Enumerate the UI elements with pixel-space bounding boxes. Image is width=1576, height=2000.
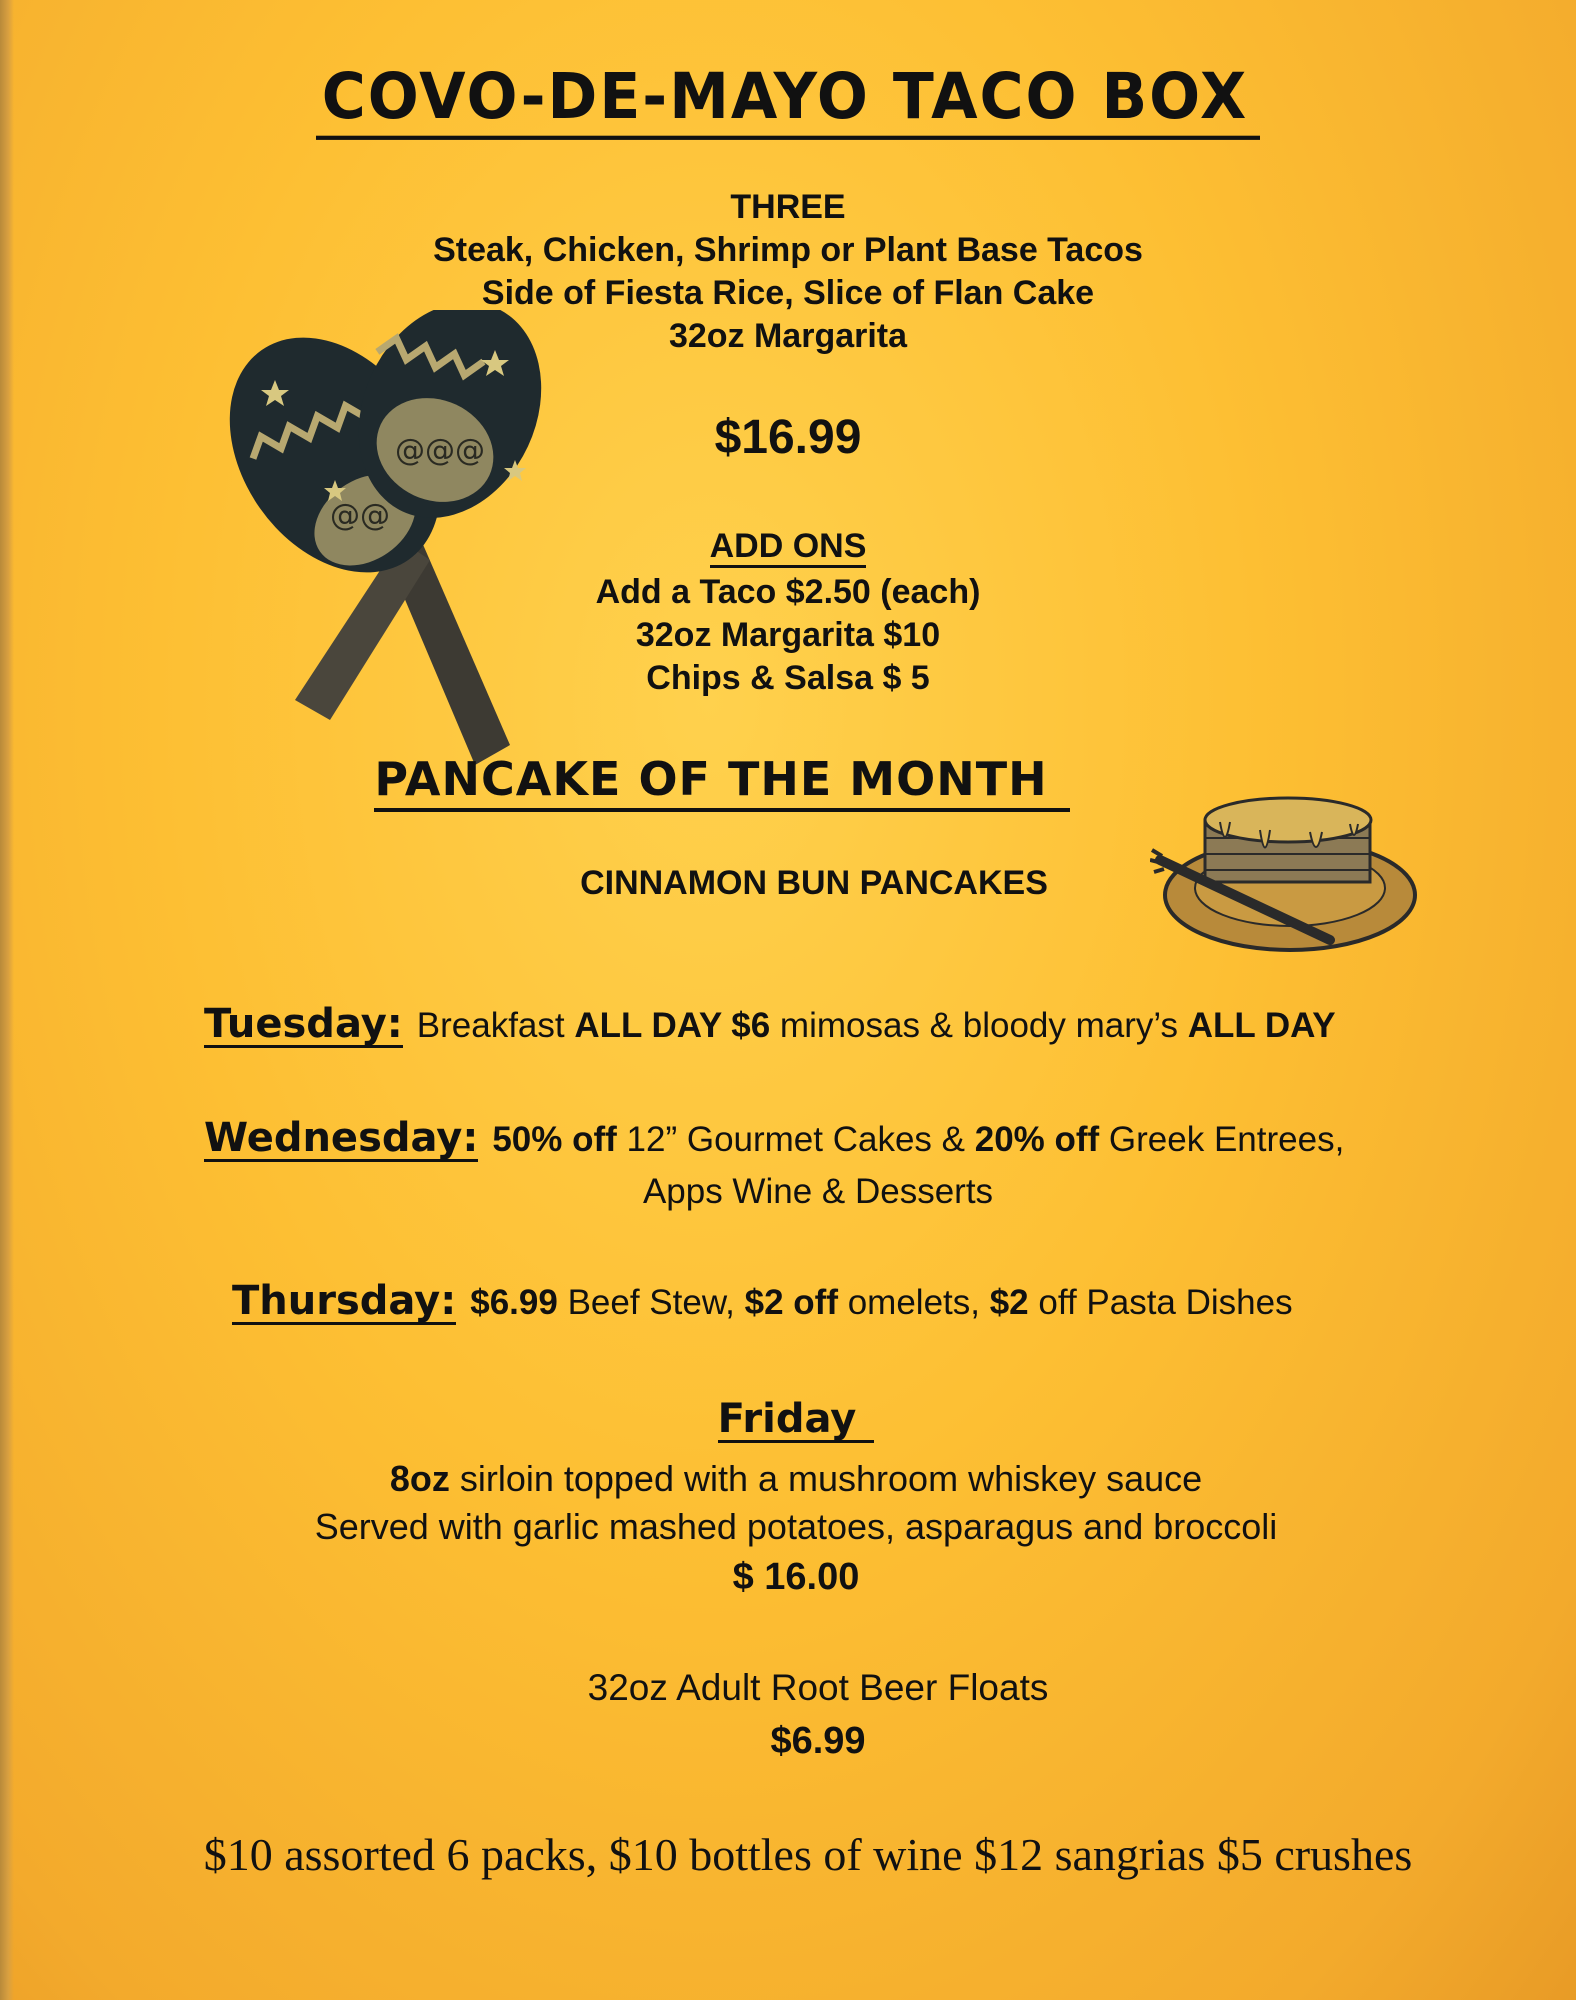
add-ons-heading: ADD ONS bbox=[0, 525, 1576, 568]
add-on-item: Chips & Salsa $ 5 bbox=[646, 659, 930, 697]
pancake-stack-illustration bbox=[1150, 780, 1420, 970]
tuesday-bold: ALL DAY $6 bbox=[574, 1006, 771, 1045]
taco-box-tacos: Steak, Chicken, Shrimp or Plant Base Tacos bbox=[433, 231, 1143, 269]
friday-line2: Served with garlic mashed potatoes, asparagus and broccoli bbox=[314, 1506, 1278, 1547]
thursday-text: omelets, bbox=[837, 1283, 990, 1322]
add-on-item: Add a Taco $2.50 (each) bbox=[595, 573, 981, 611]
wednesday-line2: Apps Wine & Desserts bbox=[642, 1172, 994, 1211]
thursday-text: Beef Stew, bbox=[557, 1283, 745, 1322]
wednesday-bold: 20% off bbox=[974, 1120, 1100, 1159]
thursday-bold: $2 bbox=[989, 1283, 1029, 1322]
wednesday-special bbox=[204, 1117, 1344, 1162]
wednesday-bold: 50% off bbox=[492, 1120, 617, 1159]
wednesday-label: Wednesday: bbox=[204, 1115, 479, 1161]
tuesday-special bbox=[204, 1003, 1336, 1048]
tuesday-text: Breakfast bbox=[416, 1006, 575, 1045]
thursday-label: Thursday: bbox=[232, 1278, 457, 1324]
drink-specials-footer: $10 assorted 6 packs, $10 bottles of wine $12 sangrias $5 crushes bbox=[203, 1829, 1413, 1880]
pancake-name: CINNAMON BUN PANCAKES bbox=[580, 864, 1048, 902]
friday-price: $ 16.00 bbox=[732, 1556, 860, 1598]
tuesday-bold: ALL DAY bbox=[1187, 1006, 1336, 1045]
thursday-bold: $6.99 bbox=[470, 1283, 558, 1322]
taco-box-sides: Side of Fiesta Rice, Slice of Flan Cake bbox=[481, 274, 1095, 312]
friday-line1: 8oz sirloin topped with a mushroom whiskey sauce bbox=[389, 1458, 1203, 1499]
add-on-item: 32oz Margarita $10 bbox=[635, 616, 941, 654]
taco-box-title: COVO-DE-MAYO TACO BOX bbox=[0, 60, 1576, 140]
maracas-illustration bbox=[225, 310, 565, 780]
root-beer-float: 32oz Adult Root Beer Floats bbox=[587, 1667, 1049, 1708]
wednesday-text: 12” Gourmet Cakes & bbox=[616, 1120, 975, 1159]
wednesday-text: Greek Entrees, bbox=[1099, 1120, 1345, 1159]
thursday-text: off Pasta Dishes bbox=[1028, 1283, 1293, 1322]
taco-box-price: $16.99 bbox=[714, 411, 862, 464]
pancake-heading: PANCAKE OF THE MONTH bbox=[0, 752, 1510, 812]
tuesday-text: mimosas & bloody mary’s bbox=[770, 1006, 1188, 1045]
svg-text:@@@: @@@ bbox=[395, 433, 485, 468]
thursday-special bbox=[232, 1280, 1293, 1325]
tuesday-label: Tuesday: bbox=[204, 1001, 403, 1047]
taco-box-drink: 32oz Margarita bbox=[668, 317, 908, 355]
taco-box-count: THREE bbox=[730, 188, 846, 226]
thursday-bold: $2 off bbox=[744, 1283, 838, 1322]
root-beer-float-price: $6.99 bbox=[770, 1720, 866, 1762]
friday-heading: Friday bbox=[8, 1398, 1576, 1443]
svg-text:@@: @@ bbox=[330, 498, 390, 533]
